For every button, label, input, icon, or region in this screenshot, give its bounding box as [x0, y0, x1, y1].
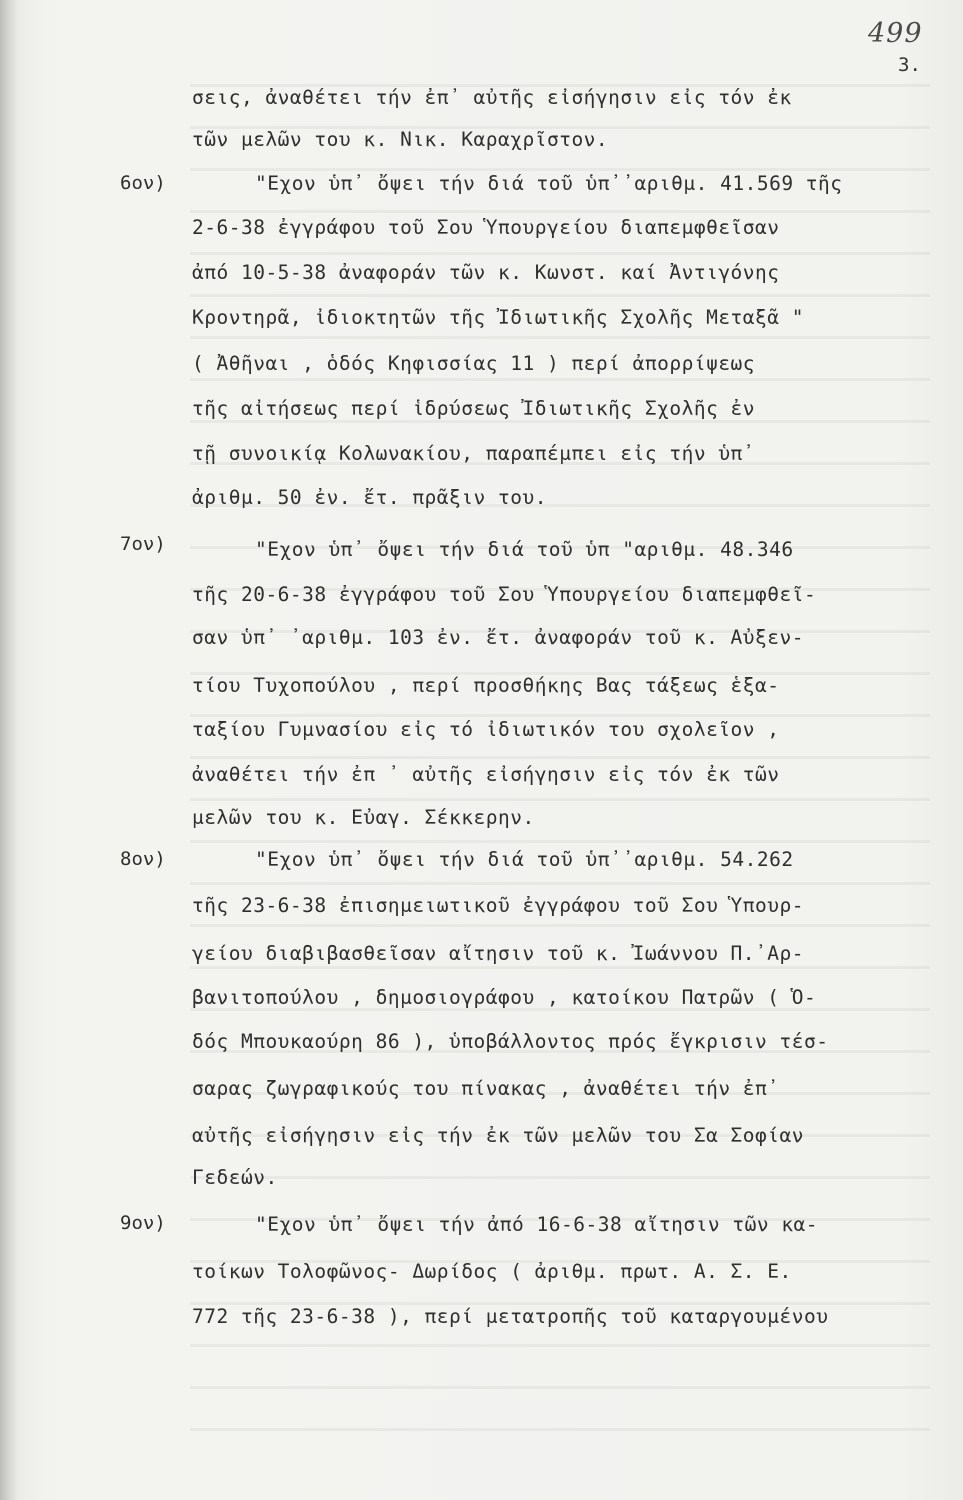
text-line: γείου διαβιβασθεῖσαν αἴτησιν τοῦ κ. Ἰωάννου Π.᾽Αρ-: [192, 942, 804, 965]
text-line: δός Μπουκαούρη 86 ), ὑποβάλλοντος πρός ἔγκρισιν τέσ-: [192, 1030, 829, 1053]
text-line: ταξίου Γυμνασίου εἰς τό ἰδιωτικόν του σχολεῖον ,: [192, 718, 780, 741]
text-line: τῶν μελῶν του κ. Νικ. Καραχρῖστον.: [192, 128, 609, 151]
item-label-7: 7ον): [120, 533, 166, 555]
text-line: ἀριθμ. 50 ἐν. ἔτ. πρᾶξιν του.: [192, 486, 547, 509]
text-line: τῆς 23-6-38 ἐπισημειωτικοῦ ἐγγράφου τοῦ Σου Ὑπουρ-: [192, 894, 804, 917]
handwritten-folio-number: 499: [868, 18, 923, 49]
text-line: Κροντηρᾶ, ἰδιοκτητῶν τῆς Ἰδιωτικῆς Σχολῆς Μεταξᾶ ": [192, 306, 804, 329]
binding-shadow: [0, 0, 18, 1500]
text-line: ἀπό 10-5-38 ἀναφοράν τῶν κ. Κωνστ. καί Ἀντιγόνης: [192, 261, 780, 284]
text-line: "Εχον ὑπ᾽ ὄψει τήν ἀπό 16-6-38 αἴτησιν τῶν κα-: [255, 1213, 819, 1236]
text-line: ( Ἀθῆναι , ὁδός Κηφισσίας 11 ) περί ἀπορρίψεως: [192, 352, 756, 375]
text-line: 772 τῆς 23-6-38 ), περί μετατροπῆς τοῦ καταργουμένου: [192, 1305, 829, 1328]
text-line: "Εχον ὑπ᾽ ὄψει τήν διά τοῦ ὑπ᾽᾽αριθμ. 54.262: [255, 848, 794, 871]
item-label-6: 6ον): [120, 172, 166, 194]
item-label-9: 9ον): [120, 1212, 166, 1234]
text-line: αὐτῆς εἰσήγησιν εἰς τήν ἐκ τῶν μελῶν του Σα Σοφίαν: [192, 1124, 804, 1147]
text-line: τοίκων Τολοφῶνος- Δωρίδος ( ἀριθμ. πρωτ. Α. Σ. Ε.: [192, 1260, 792, 1283]
text-line: τῇ συνοικίᾳ Κολωνακίου, παραπέμπει εἰς τήν ὑπ᾽: [192, 442, 756, 465]
page-number: 3.: [898, 54, 921, 76]
text-line: Γεδεών.: [192, 1166, 278, 1189]
text-line: ἀναθέτει τήν ἐπ ᾽ αὐτῆς εἰσήγησιν εἰς τόν ἐκ τῶν: [192, 763, 780, 786]
text-line: σαρας ζωγραφικούς του πίνακας , ἀναθέτει τήν ἐπ᾽: [192, 1077, 780, 1100]
text-line: τίου Τυχοπούλου , περί προσθήκης Βας τάξεως ἑξα-: [192, 674, 780, 697]
text-line: βανιτοπούλου , δημοσιογράφου , κατοίκου Πατρῶν ( Ὁ-: [192, 986, 817, 1009]
text-line: "Εχον ὑπ᾽ ὄψει τήν διά τοῦ ὑπ᾽᾽αριθμ. 41.569 τῆς: [255, 172, 843, 195]
text-line: "Εχον ὑπ᾽ ὄψει τήν διά τοῦ ὑπ "αριθμ. 48.346: [255, 538, 794, 561]
item-label-8: 8ον): [120, 848, 166, 870]
text-line: μελῶν του κ. Εὐαγ. Σέκκερην.: [192, 806, 535, 829]
text-line: 2-6-38 ἐγγράφου τοῦ Σου Ὑπουργείου διαπεμφθεῖσαν: [192, 216, 780, 239]
text-line: σεις, ἀναθέτει τήν ἐπ᾽ αὐτῆς εἰσήγησιν εἰς τόν ἐκ: [192, 86, 792, 109]
text-line: τῆς αἰτήσεως περί ἱδρύσεως Ἰδιωτικῆς Σχολῆς ἐν: [192, 397, 756, 420]
text-line: τῆς 20-6-38 ἐγγράφου τοῦ Σου Ὑπουργείου διαπεμφθεῖ-: [192, 583, 817, 606]
text-line: σαν ὑπ᾽ ᾽αριθμ. 103 ἐν. ἔτ. ἀναφοράν τοῦ κ. Αὐξεν-: [192, 626, 804, 649]
